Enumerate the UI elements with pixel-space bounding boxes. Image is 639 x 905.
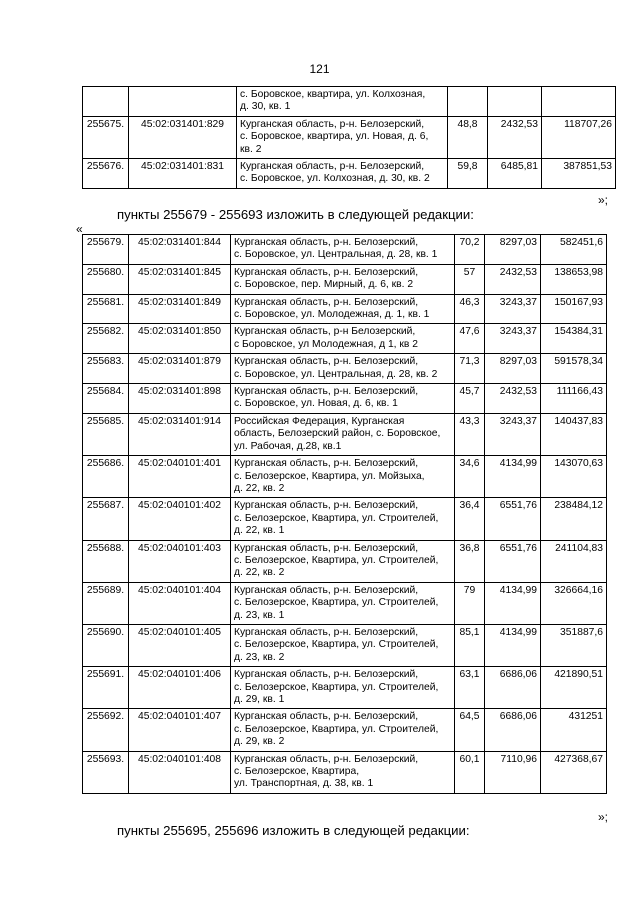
address-cell [237,87,448,117]
address-cell [231,751,455,793]
address-line: ул. Рабочая, д.28, кв.1 [234,440,342,452]
address-cell [231,264,455,294]
cadastral-number-cell: 45:02:040101:407 [129,709,231,751]
cadastral-number-cell: 45:02:031401:879 [129,354,231,384]
unit-price-cell: 7110,96 [485,751,541,793]
area-cell: 46,3 [455,294,485,324]
amendment-paragraph: пункты 255695, 255696 изложить в следующей редакции: [117,823,470,838]
unit-price-cell: 6485,81 [488,159,542,189]
table-row [83,582,607,624]
area-cell: 63,1 [455,667,485,709]
cadastral-value-cell: 140437,83 [541,413,607,455]
area-cell: 59,8 [448,159,488,189]
unit-price-cell: 6686,06 [485,667,541,709]
item-number-cell: 255687. [83,498,129,540]
address-line: д. 23, кв. 1 [234,609,285,621]
item-number-cell [83,87,129,117]
address-line: Курганская область, р-н Белозерский, [234,326,416,338]
address-line: Курганская область, р-н. Белозерский, [240,161,425,173]
cadastral-value-cell: 431251 [541,709,607,751]
address-cell [231,540,455,582]
table-row [83,324,607,354]
area-cell: 47,6 [455,324,485,354]
table-row [83,667,607,709]
unit-price-cell: 3243,37 [485,413,541,455]
address-line: д. 22, кв. 2 [234,567,285,579]
area-cell: 45,7 [455,384,485,414]
address-line: Курганская область, р-н. Белозерский, [234,500,419,512]
address-line: ул. Транспортная, д. 38, кв. 1 [234,778,374,790]
address-line: с. Боровское, квартира, ул. Колхозная, [240,89,426,100]
table-row [83,498,607,540]
cadastral-number-cell: 45:02:031401:914 [129,413,231,455]
cadastral-number-cell: 45:02:031401:831 [129,159,237,189]
address-line: д. 22, кв. 1 [234,525,285,537]
property-table-1 [82,86,616,189]
area-cell: 34,6 [455,456,485,498]
cadastral-value-cell: 241104,83 [541,540,607,582]
unit-price-cell: 4134,99 [485,582,541,624]
cadastral-value-cell [542,87,616,117]
address-line: с. Белозерское, Квартира, ул. Строителей, [234,639,439,651]
cadastral-number-cell: 45:02:040101:403 [129,540,231,582]
table-row [83,384,607,414]
address-line: Курганская область, р-н. Белозерский, [234,458,419,470]
address-line: Курганская область, р-н. Белозерский, [234,386,419,398]
address-line: д. 23, кв. 2 [234,651,285,663]
address-line: Курганская область, р-н. Белозерский, [234,542,419,554]
table-row [83,294,607,324]
item-number-cell: 255692. [83,709,129,751]
address-line: Курганская область, р-н. Белозерский, [234,669,419,681]
address-cell [231,235,455,265]
unit-price-cell: 3243,37 [485,294,541,324]
cadastral-value-cell: 591578,34 [541,354,607,384]
item-number-cell: 255681. [83,294,129,324]
cadastral-value-cell: 427368,67 [541,751,607,793]
cadastral-value-cell: 118707,26 [542,116,616,158]
cadastral-value-cell: 143070,63 [541,456,607,498]
item-number-cell: 255686. [83,456,129,498]
address-line: с. Боровское, ул. Центральная, д. 28, кв. 1 [234,249,438,261]
address-cell [231,456,455,498]
area-cell: 36,4 [455,498,485,540]
area-cell: 36,8 [455,540,485,582]
cadastral-number-cell [129,87,237,117]
address-line: с Боровское, ул Молодежная, д 1, кв 2 [234,338,418,350]
address-line: Курганская область, р-н. Белозерский, [234,356,419,368]
address-line: Курганская область, р-н. Белозерский, [234,753,419,765]
unit-price-cell: 4134,99 [485,624,541,666]
cadastral-number-cell: 45:02:040101:405 [129,624,231,666]
item-number-cell: 255688. [83,540,129,582]
address-line: с. Белозерское, Квартира, ул. Строителей, [234,597,439,609]
address-cell [231,667,455,709]
area-cell: 64,5 [455,709,485,751]
cadastral-value-cell: 387851,53 [542,159,616,189]
address-line: Курганская область, р-н. Белозерский, [234,711,419,723]
unit-price-cell: 8297,03 [485,354,541,384]
unit-price-cell: 2432,53 [485,264,541,294]
page-number: 121 [309,62,330,76]
item-number-cell: 255682. [83,324,129,354]
item-number-cell: 255675. [83,116,129,158]
address-line: с. Белозерское, Квартира, ул. Строителей, [234,723,439,735]
item-number-cell: 255685. [83,413,129,455]
cadastral-number-cell: 45:02:040101:402 [129,498,231,540]
table-row [83,709,607,751]
address-line: с. Боровское, пер. Мирный, д. 6, кв. 2 [234,279,414,291]
cadastral-number-cell: 45:02:040101:401 [129,456,231,498]
item-number-cell: 255680. [83,264,129,294]
area-cell: 85,1 [455,624,485,666]
cadastral-value-cell: 351887,6 [541,624,607,666]
unit-price-cell: 8297,03 [485,235,541,265]
unit-price-cell: 6551,76 [485,540,541,582]
address-cell [231,324,455,354]
address-line: Курганская область, р-н. Белозерский, [234,237,419,248]
area-cell: 60,1 [455,751,485,793]
table-row [83,540,607,582]
address-line: Курганская область, р-н. Белозерский, [234,296,419,308]
address-line: Курганская область, р-н. Белозерский, [240,118,425,130]
address-line: с. Боровское, ул. Новая, д. 6, кв. 1 [234,398,398,410]
address-line: д. 30, кв. 1 [240,101,291,113]
cadastral-number-cell: 45:02:040101:404 [129,582,231,624]
item-number-cell: 255676. [83,159,129,189]
address-line: Курганская область, р-н. Белозерский, [234,584,419,596]
cadastral-value-cell: 138653,98 [541,264,607,294]
item-number-cell: 255689. [83,582,129,624]
cadastral-number-cell: 45:02:031401:850 [129,324,231,354]
item-number-cell: 255684. [83,384,129,414]
area-cell: 57 [455,264,485,294]
cadastral-value-cell: 150167,93 [541,294,607,324]
closing-quote: »; [598,193,609,207]
opening-quote: « [76,222,83,236]
unit-price-cell: 2432,53 [485,384,541,414]
address-line: область, Белозерский район, с. Боровское, [234,428,441,440]
cadastral-value-cell: 421890,51 [541,667,607,709]
cadastral-number-cell: 45:02:040101:406 [129,667,231,709]
address-line: с. Боровское, ул. Центральная, д. 28, кв. 2 [234,368,438,380]
cadastral-value-cell: 238484,12 [541,498,607,540]
cadastral-number-cell: 45:02:040101:408 [129,751,231,793]
address-line: Курганская область, р-н. Белозерский, [234,626,419,638]
table-row [83,413,607,455]
cadastral-value-cell: 326664,16 [541,582,607,624]
address-cell [231,294,455,324]
address-line: с. Белозерское, Квартира, [234,766,360,778]
table-row [83,354,607,384]
property-table-2 [82,234,607,794]
cadastral-value-cell: 154384,31 [541,324,607,354]
area-cell: 43,3 [455,413,485,455]
address-line: д. 22, кв. 2 [234,482,285,494]
address-line: Российская Федерация, Курганская [234,415,405,427]
unit-price-cell [488,87,542,117]
table-row [83,751,607,793]
area-cell: 79 [455,582,485,624]
address-line: с. Боровское, квартира, ул. Новая, д. 6, [240,131,429,143]
item-number-cell: 255690. [83,624,129,666]
area-cell: 48,8 [448,116,488,158]
cadastral-number-cell: 45:02:031401:849 [129,294,231,324]
amendment-paragraph: пункты 255679 - 255693 изложить в следующей редакции: [117,207,474,222]
address-line: д. 29, кв. 1 [234,694,285,705]
unit-price-cell: 3243,37 [485,324,541,354]
unit-price-cell: 6686,06 [485,709,541,751]
cadastral-number-cell: 45:02:031401:829 [129,116,237,158]
address-cell [231,413,455,455]
address-cell [231,498,455,540]
table-row [83,159,616,189]
address-cell [231,582,455,624]
address-line: Курганская область, р-н. Белозерский, [234,266,419,278]
address-line: с. Боровское, ул. Молодежная, д. 1, кв. 1 [234,309,430,321]
address-cell [231,709,455,751]
area-cell [448,87,488,117]
item-number-cell: 255683. [83,354,129,384]
address-line: с. Белозерское, Квартира, ул. Строителей, [234,681,439,693]
cadastral-value-cell: 111166,43 [541,384,607,414]
table-row [83,87,616,117]
area-cell: 71,3 [455,354,485,384]
address-line: кв. 2 [240,143,262,155]
area-cell: 70,2 [455,235,485,265]
address-line: с. Белозерское, Квартира, ул. Строителей, [234,554,439,566]
item-number-cell: 255691. [83,667,129,709]
unit-price-cell: 2432,53 [488,116,542,158]
address-cell [231,354,455,384]
address-cell [231,384,455,414]
table-row [83,235,607,265]
closing-quote: »; [598,810,609,824]
table-row [83,116,616,158]
address-cell [237,116,448,158]
item-number-cell: 255693. [83,751,129,793]
table-row [83,264,607,294]
address-cell [237,159,448,189]
cadastral-number-cell: 45:02:031401:845 [129,264,231,294]
cadastral-number-cell: 45:02:031401:844 [129,235,231,265]
address-line: д. 29, кв. 2 [234,736,285,748]
address-cell [231,624,455,666]
address-line: с. Белозерское, Квартира, ул. Мойзыха, [234,470,425,482]
table-row [83,624,607,666]
address-line: с. Боровское, ул. Колхозная, д. 30, кв. 2 [240,173,430,185]
unit-price-cell: 4134,99 [485,456,541,498]
table-row [83,456,607,498]
cadastral-value-cell: 582451,6 [541,235,607,265]
unit-price-cell: 6551,76 [485,498,541,540]
cadastral-number-cell: 45:02:031401:898 [129,384,231,414]
address-line: с. Белозерское, Квартира, ул. Строителей, [234,512,439,524]
item-number-cell: 255679. [83,235,129,265]
